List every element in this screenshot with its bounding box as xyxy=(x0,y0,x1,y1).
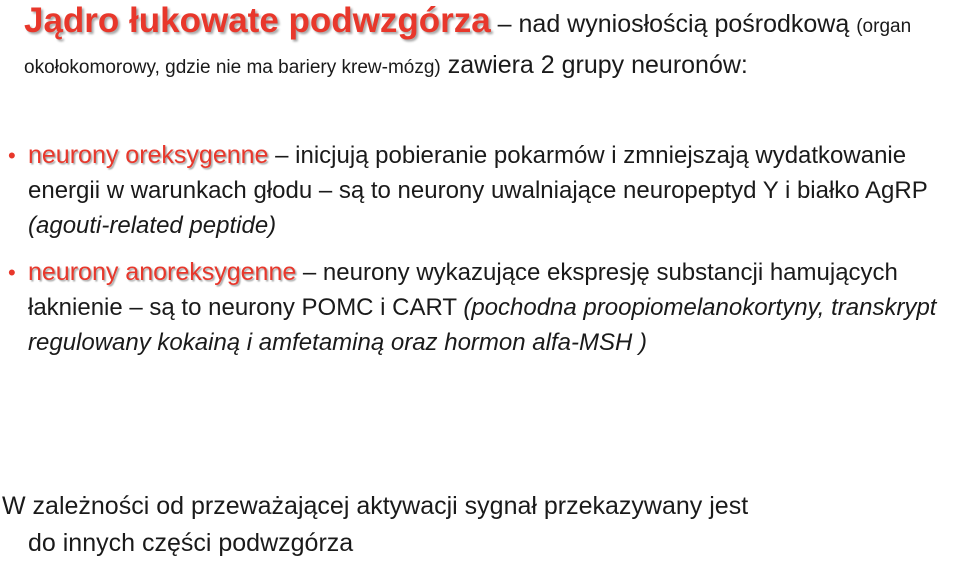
bullet-list xyxy=(0,138,940,372)
footer-line-2: do innych części podwzgórza xyxy=(28,529,354,557)
bullet-dot-icon: • xyxy=(8,143,16,168)
slide-title: Jądro łukowate podwzgórza xyxy=(24,1,491,40)
bullet-text: – neurony wykazujące ekspresję substancji hamujących łaknienie – są to neurony POMC i CART xyxy=(28,259,898,321)
heading-text-2: zawiera 2 grupy neuronów: xyxy=(440,51,748,79)
bullet-italic-text: (agouti-related peptide) xyxy=(28,212,277,239)
heading-paragraph xyxy=(24,2,944,87)
footer-paragraph xyxy=(2,488,952,562)
heading-text-1: – nad wyniosłością pośrodkową xyxy=(490,10,857,38)
bullet-term: neurony oreksygenne xyxy=(28,141,269,169)
footer-line-1: W zależności od przeważającej aktywacji sygnał przekazywany jest xyxy=(2,492,749,520)
bullet-dot-icon: • xyxy=(8,260,16,285)
bullet-item-orexigenic xyxy=(0,138,940,243)
heading-parenthetical: (organ okołokomorowy, gdzie nie ma bariery krew-mózg) xyxy=(24,16,912,78)
bullet-term: neurony anoreksygenne xyxy=(28,258,297,286)
bullet-text: – inicjują pobieranie pokarmów i zmniejszają wydatkowanie energii w warunkach głodu – są to neurony uwalniające neuropeptyd Y i białko AgRP xyxy=(28,142,928,204)
bullet-item-anorexigenic xyxy=(0,255,940,360)
bullet-italic-text: (pochodna proopiomelanokortyny, transkrypt regulowany kokainą i amfetaminą oraz hormon alfa-MSH ) xyxy=(28,294,937,356)
